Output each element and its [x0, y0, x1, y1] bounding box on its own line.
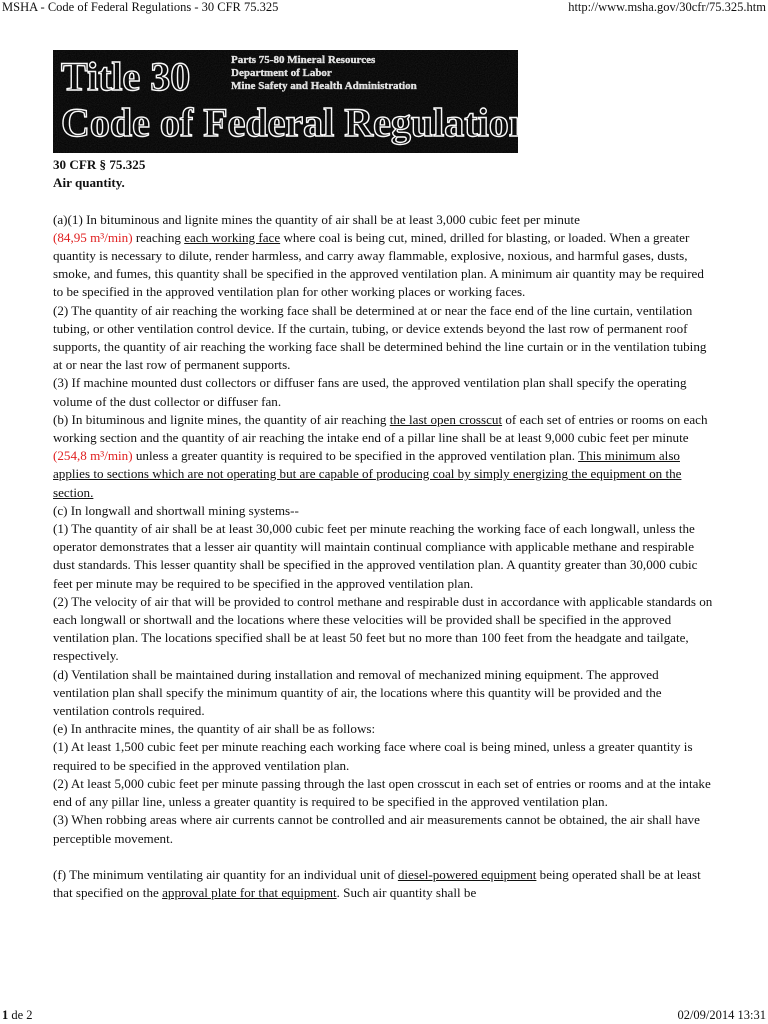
paragraph-e: (e) In anthracite mines, the quantity of air shall be as follows:	[53, 721, 376, 737]
approval-plate-link[interactable]: approval plate for that equipment	[162, 885, 337, 901]
b-text-3: unless a greater quantity is required to be specified in the approved ventilation plan.	[132, 448, 579, 464]
each-working-face-link[interactable]: each working face	[184, 229, 281, 245]
paragraph-c2: (2) The velocity of air that will be provided to control methane and respirable dust in accordance with applicable standards on each longwall or shortwall and the locations where these velocities will be provided shall be specified in the approved ventilation plan. The locations specified shall be at least 50 feet but no more than 100 feet from the headgate and tailgate, respectively.	[53, 593, 713, 664]
a1-text-2: reaching	[132, 229, 185, 245]
section-heading: Air quantity.	[53, 175, 125, 191]
a1-text-3: where coal is being cut, mined, drilled for blasting, or loaded. When a greater quantity is necessary to dilute, render harmless, and carry away flammable, explosive, noxious, and harmful gases, dusts, smoke, and fumes, this quantity shall be specified in the approved ventilation plan. A minimum air quantity may be required to be specified in the approved ventilation plan for other working places or working faces.	[53, 229, 704, 300]
title-banner	[53, 50, 518, 153]
spacer	[53, 192, 713, 210]
print-header-title: MSHA - Code of Federal Regulations - 30 CFR 75.325	[2, 0, 279, 14]
b-text-1: (b) In bituminous and lignite mines, the quantity of air reaching	[53, 411, 390, 427]
paragraph-a3: (3) If machine mounted dust collectors or diffuser fans are used, the approved ventilation plan shall specify the operating volume of the dust collector or diffuser fan.	[53, 375, 687, 409]
paragraph-a2: (2) The quantity of air reaching the working face shall be determined at or near the face end of the line curtain, ventilation tubing, or other ventilation control device. If the curtain, tubing, or device extends beyond the last row of permanent roof supports, the quantity of air reaching the working face shall be determined behind the line curtain or in the ventilation tubing at or near the last row of permanent supports.	[53, 302, 707, 373]
paragraph-f	[53, 866, 713, 902]
spacer	[53, 848, 713, 866]
paragraph-b	[53, 411, 713, 502]
diesel-powered-equipment-link[interactable]: diesel-powered equipment	[397, 866, 537, 882]
paragraph-e3: (3) When robbing areas where air currents cannot be controlled and air measurements cannot be obtained, the air shall have perceptible movement.	[53, 812, 700, 846]
page-number: 1	[2, 1008, 9, 1022]
f-text-3: . Such air quantity shall be	[336, 885, 477, 901]
print-header-url: http://www.msha.gov/30cfr/75.325.htm	[568, 0, 766, 14]
f-text-2: being operated shall be at least that specified on the	[53, 866, 701, 901]
banner-graphic	[53, 50, 518, 153]
regulation-body	[53, 156, 713, 902]
last-open-crosscut-link[interactable]: the last open crosscut	[389, 411, 503, 427]
paragraph-a1	[53, 211, 713, 302]
paragraph-e2: (2) At least 5,000 cubic feet per minute passing through the last open crosscut in each set of entries or rooms and at the intake end of any pillar line, unless a greater quantity is required to be specified in the approved ventilation plan.	[53, 775, 711, 810]
paragraph-c: (c) In longwall and shortwall mining systems--	[53, 502, 299, 518]
section-number: 30 CFR § 75.325	[53, 157, 146, 172]
paragraph-e1: (1) At least 1,500 cubic feet per minute reaching each working face where coal is being mined, unless a greater quantity is required to be specified in the approved ventilation plan.	[53, 739, 693, 773]
paragraph-d: (d) Ventilation shall be maintained during installation and removal of mechanized mining equipment. The approved ventilation plan shall specify the minimum quantity of air, the locations where this quantity will be provided and the ventilation controls required.	[53, 666, 662, 719]
b-text-2: of each set of entries or rooms on each working section and the quantity of air reaching the intake end of a pillar line shall be at least 9,000 cubic feet per minute	[53, 411, 708, 446]
paragraph-c1: (1) The quantity of air shall be at least 30,000 cubic feet per minute reaching the working face of each longwall, unless the operator demonstrates that a lesser air quantity will maintain continual compliance with applicable methane and respirable dust standards. This lesser quantity shall be specified in the approved ventilation plan. A quantity greater than 30,000 cubic feet per minute may be required to be specified in the approved ventilation plan.	[53, 521, 698, 591]
f-text-1: (f) The minimum ventilating air quantity for an individual unit of	[53, 866, 398, 882]
page-indicator	[2, 1008, 33, 1023]
a1-text-1: (a)(1) In bituminous and lignite mines the quantity of air shall be at least 3,000 cubic feet per minute	[53, 211, 580, 227]
page-total: de 2	[8, 1008, 33, 1022]
a1-metric-value: (84,95 m³/min)	[53, 229, 133, 245]
b-metric-value: (254,8 m³/min)	[53, 448, 133, 464]
b-underlined-note: This minimum also applies to sections which are not operating but are capable of producing coal by simply energizing the equipment on the section.	[53, 448, 682, 500]
print-datetime: 02/09/2014 13:31	[677, 1008, 766, 1022]
